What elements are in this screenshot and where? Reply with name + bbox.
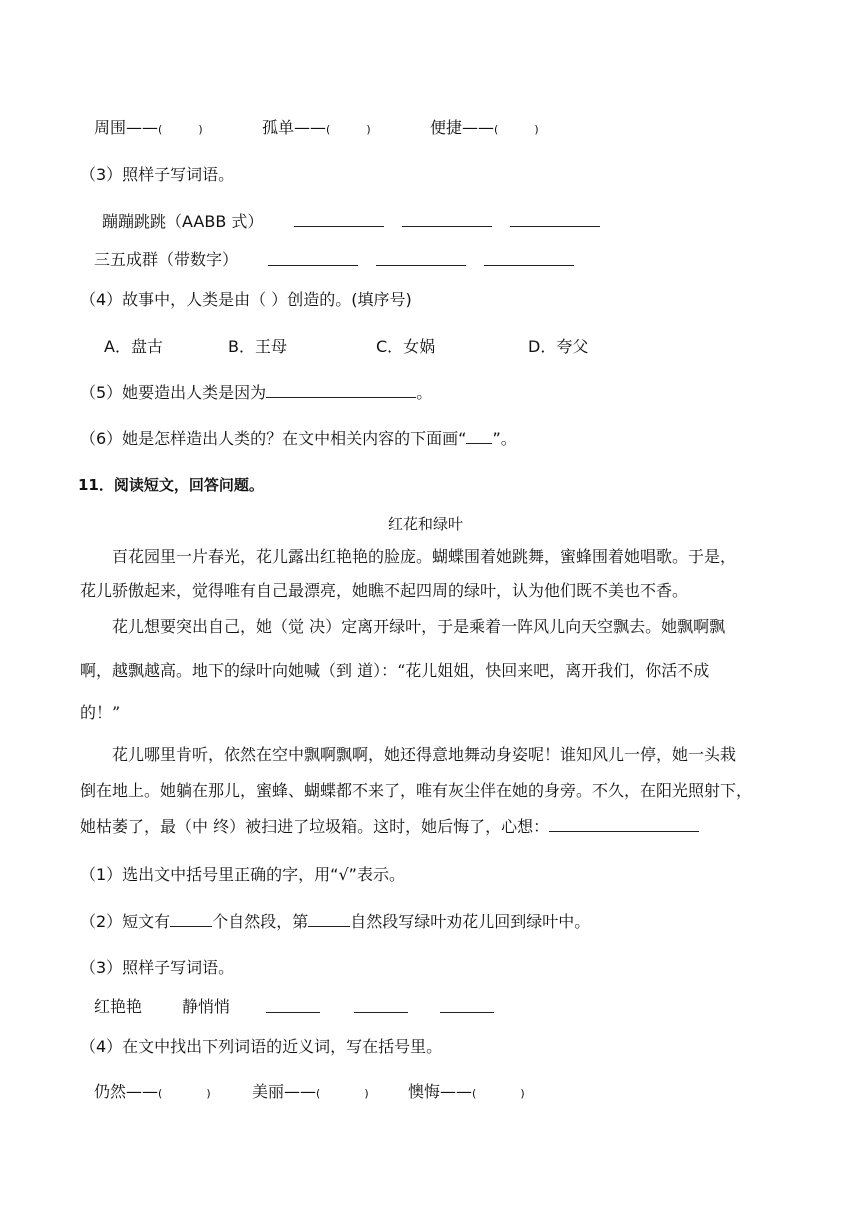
example-word-1: 红艳艳	[94, 997, 143, 1016]
option-a[interactable]: A．盘古	[104, 337, 163, 356]
answer-blank[interactable]	[266, 383, 416, 398]
synonym-word-6: 懊悔——( )	[408, 1082, 525, 1101]
passage-line: 倒在地上。她躺在那儿，蜜蜂、蝴蝶都不来了，唯有灰尘伴在她的身旁。不久，在阳光照射下，	[80, 781, 753, 800]
answer-blank[interactable]	[484, 251, 574, 266]
passage-title: 红花和绿叶	[388, 515, 464, 533]
underline-sample	[466, 429, 492, 444]
passage-line: 花儿想要突出自己，她（觉 决）定离开绿叶，于是乘着一阵风儿向天空飘去。她飘啊飘	[112, 617, 726, 636]
passage-line-last: 她枯萎了，最（中 终）被扫进了垃圾箱。这时，她后悔了，心想：	[80, 817, 699, 837]
passage-line: 百花园里一片春光，花儿露出红艳艳的脸庞。蝴蝶围着她跳舞，蜜蜂围着她唱歌。于是，	[112, 547, 737, 566]
answer-paren[interactable]: ( )	[316, 1087, 369, 1100]
passage-line: 的！”	[80, 703, 121, 722]
passage-line: 啊，越飘越高。地下的绿叶向她喊（到 道）：“花儿姐姐，快回来吧，离开我们，你活不成	[80, 661, 710, 680]
answer-blank[interactable]	[170, 912, 212, 927]
passage-line: 花儿骄傲起来，觉得唯有自己最漂亮，她瞧不起四周的绿叶，认为他们既不美也不香。	[80, 581, 689, 600]
synonym-word-4: 仍然——( )	[94, 1082, 211, 1101]
sub-question-4-label: （4）在文中找出下列词语的近义词，写在括号里。	[80, 1037, 443, 1056]
option-c[interactable]: C．女娲	[376, 337, 436, 356]
answer-paren[interactable]: ( )	[472, 1087, 525, 1100]
question-11-heading: 11．阅读短文，回答问题。	[78, 476, 264, 494]
answer-blank[interactable]	[376, 251, 466, 266]
answer-paren[interactable]: ( )	[158, 123, 203, 136]
example-word-2: 静悄悄	[182, 997, 231, 1016]
sub-question-2: （2）短文有 个自然段，第 自然段写绿叶劝花儿回到绿叶中。	[80, 912, 591, 931]
question-4-label: （4）故事中，人类是由（ ）创造的。(填序号)	[80, 290, 412, 309]
synonym-word-3: 便捷——( )	[430, 118, 539, 137]
answer-blank[interactable]	[510, 212, 600, 227]
q3-row-number: 三五成群（带数字）	[94, 250, 239, 269]
question-6: （6）她是怎样造出人类的？在文中相关内容的下面画“ ”。	[80, 429, 517, 448]
answer-paren[interactable]: ( )	[158, 1087, 211, 1100]
synonym-word-2: 孤单——( )	[262, 118, 371, 137]
passage-line: 花儿哪里肯听，依然在空中飘啊飘啊，她还得意地舞动身姿呢！谁知风儿一停，她一头栽	[112, 745, 737, 764]
answer-paren[interactable]: ( )	[494, 123, 539, 136]
answer-paren[interactable]: ( )	[326, 123, 371, 136]
option-b[interactable]: B．王母	[228, 337, 287, 356]
synonym-word-5: 美丽——( )	[252, 1082, 369, 1101]
answer-blank[interactable]	[294, 212, 384, 227]
answer-blank[interactable]	[440, 998, 494, 1013]
option-d[interactable]: D．夸父	[528, 337, 589, 356]
synonym-row-top	[94, 118, 203, 140]
answer-blank[interactable]	[402, 212, 492, 227]
sub-question-3-label: （3）照样子写词语。	[80, 958, 235, 977]
word-zhouwei: 周围——	[94, 118, 159, 137]
question-3-label: （3）照样子写词语。	[80, 165, 235, 184]
answer-blank[interactable]	[266, 998, 320, 1013]
answer-blank[interactable]	[354, 998, 408, 1013]
q3-row-aabb: 蹦蹦跳跳（AABB 式）	[102, 212, 264, 231]
answer-blank[interactable]	[268, 251, 358, 266]
answer-blank[interactable]	[549, 817, 699, 832]
answer-blank[interactable]	[308, 912, 350, 927]
sub-question-1: （1）选出文中括号里正确的字，用“√”表示。	[80, 865, 405, 884]
question-5: （5）她要造出人类是因为 。	[80, 383, 433, 402]
